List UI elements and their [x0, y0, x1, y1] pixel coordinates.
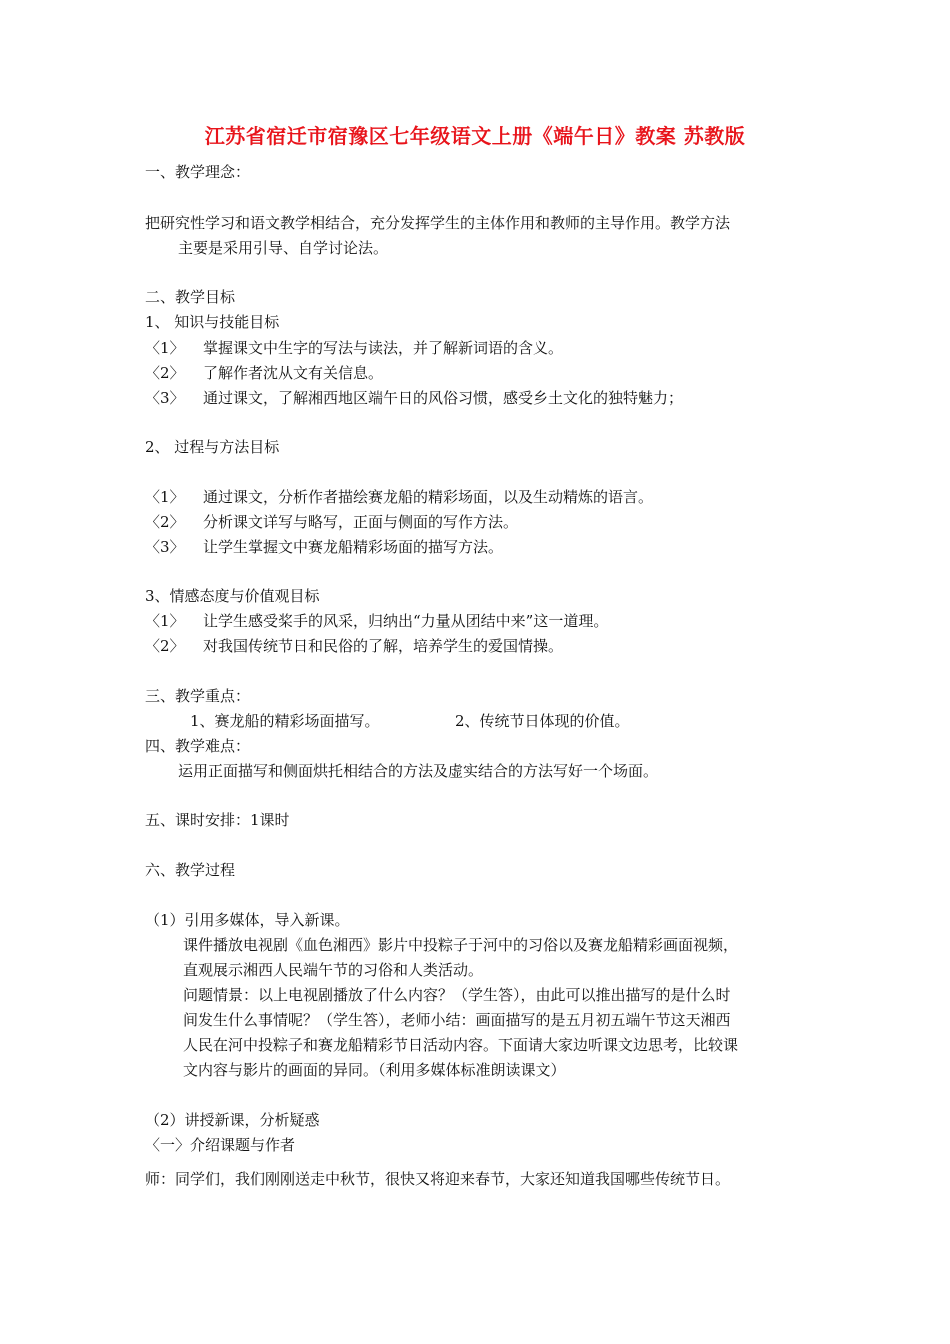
step-heading: （1）引用多媒体，导入新课。 — [145, 911, 350, 929]
paragraph-line: 文内容与影片的画面的异同。（利用多媒体标准朗读课文） — [183, 1061, 566, 1079]
subsection-heading: 1、 知识与技能目标 — [145, 313, 280, 331]
list-item: 〈3〉 通过课文，了解湘西地区端午日的风俗习惯，感受乡土文化的独特魅力； — [145, 389, 684, 407]
document-title: 江苏省宿迁市宿豫区七年级语文上册《端午日》教案 苏教版 — [204, 124, 746, 148]
paragraph-line: 问题情景：以上电视剧播放了什么内容？（学生答），由此可以推出描写的是什么时 — [183, 986, 731, 1004]
list-item: 〈2〉 对我国传统节日和民俗的了解，培养学生的爱国情操。 — [145, 637, 564, 655]
list-item: 〈1〉 让学生感受桨手的风采，归纳出“力量从团结中来”这一道理。 — [145, 612, 609, 630]
paragraph-line: 直观展示湘西人民端午节的习俗和人类活动。 — [183, 961, 484, 979]
section-heading-process: 六、教学过程 — [145, 861, 236, 879]
section-heading-key-points: 三、教学重点： — [145, 687, 251, 705]
key-point-1: 1、赛龙船的精彩场面描写。 — [190, 712, 380, 730]
paragraph-line: 运用正面描写和侧面烘托相结合的方法及虚实结合的方法写好一个场面。 — [178, 762, 659, 780]
paragraph-line: 课件播放电视剧《血色湘西》影片中投粽子于河中的习俗以及赛龙船精彩画面视频， — [183, 936, 739, 954]
section-heading-difficulties: 四、教学难点： — [145, 737, 251, 755]
paragraph-line: 主要是采用引导、自学讨论法。 — [178, 239, 389, 257]
step-heading: （2）讲授新课，分析疑惑 — [145, 1111, 320, 1129]
section-heading-objectives: 二、教学目标 — [145, 288, 236, 306]
list-item: 〈1〉 通过课文，分析作者描绘赛龙船的精彩场面，以及生动精炼的语言。 — [145, 488, 654, 506]
subsection-heading: 3、情感态度与价值观目标 — [145, 587, 320, 605]
list-item: 〈1〉 掌握课文中生字的写法与读法，并了解新词语的含义。 — [145, 339, 564, 357]
section-heading-schedule: 五、课时安排：1课时 — [145, 811, 290, 829]
section-heading-philosophy: 一、教学理念： — [145, 163, 251, 181]
paragraph-line: 把研究性学习和语文教学相结合，充分发挥学生的主体作用和教师的主导作用。教学方法 — [145, 214, 731, 232]
paragraph-line: 人民在河中投粽子和赛龙船精彩节日活动内容。下面请大家边听课文边思考，比较课 — [183, 1036, 739, 1054]
list-item: 〈3〉 让学生掌握文中赛龙船精彩场面的描写方法。 — [145, 538, 504, 556]
list-item: 〈2〉 了解作者沈从文有关信息。 — [145, 364, 384, 382]
paragraph-line: 师：同学们，我们刚刚送走中秋节，很快又将迎来春节，大家还知道我国哪些传统节日。 — [145, 1170, 731, 1188]
key-point-2: 2、传统节日体现的价值。 — [455, 712, 630, 730]
list-item: 〈2〉 分析课文详写与略写，正面与侧面的写作方法。 — [145, 513, 519, 531]
paragraph-line: 间发生什么事情呢？（学生答），老师小结：画面描写的是五月初五端午节这天湘西 — [183, 1011, 731, 1029]
subsection-heading: 2、 过程与方法目标 — [145, 438, 280, 456]
step-subheading: 〈一〉介绍课题与作者 — [145, 1136, 296, 1154]
